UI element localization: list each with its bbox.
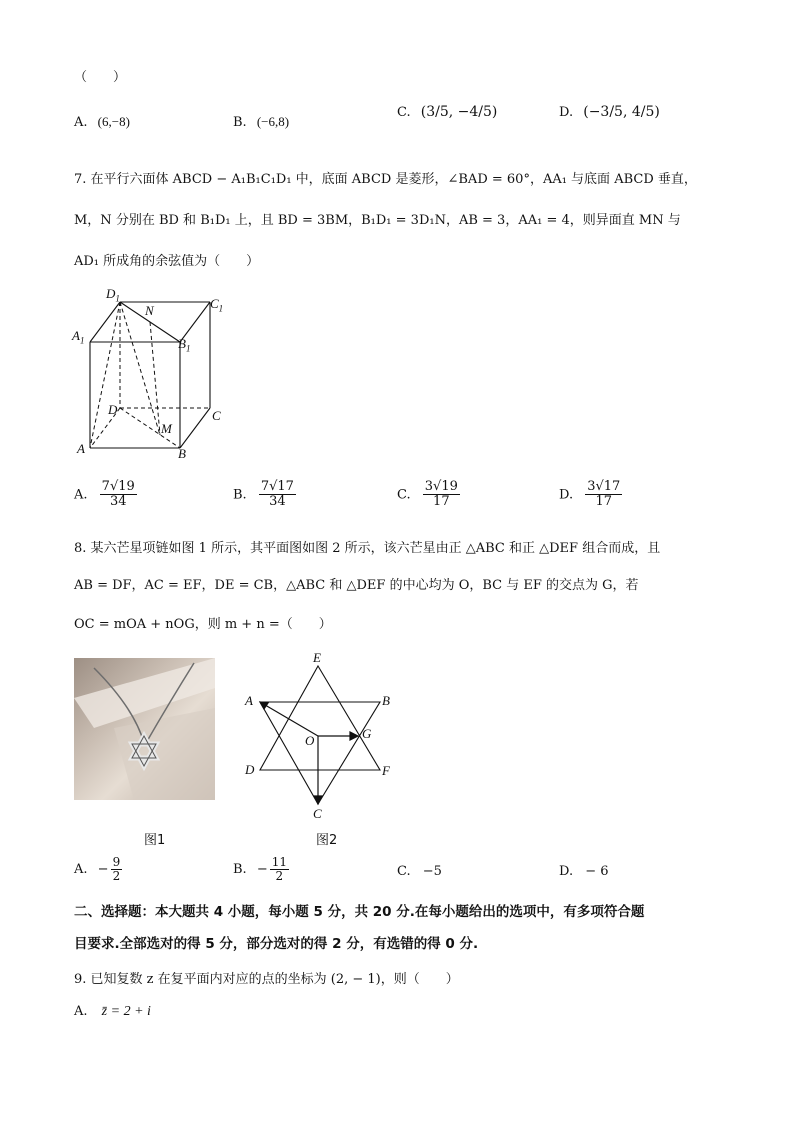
option-sign: − [97,862,109,878]
option-fraction: $\frac{7√17}{34}$ [260,479,294,510]
option-value: (3/5, −4/5) [420,104,498,120]
q6-option-a [74,114,130,130]
label-c: C [313,806,322,821]
label-b1: $B_1$ [178,336,191,354]
option-label: A. [74,862,88,878]
option-value: (6,−8) [97,114,130,129]
label-a: A [77,441,85,456]
label-f: F [382,763,390,778]
q6-option-c [397,104,497,120]
q7-option-a [74,480,139,510]
figure-1-caption: 图1 [144,833,166,848]
option-value: − 6 [585,864,609,879]
option-sign: − [256,862,268,878]
label-g: G [362,726,372,741]
option-label: C. [397,105,411,120]
label-b: B [178,446,186,461]
section-2-heading-line-2: 目要求.全部选对的得 5 分，部分选对的得 2 分，有选错的得 0 分. [74,936,479,952]
label-c: C [212,408,221,423]
section-2-heading-line-1: 二、选择题：本大题共 4 小题，每小题 5 分，共 20 分.在每小题给出的选项中，有多项符合题 [74,904,645,920]
option-label: C. [397,487,411,503]
label-d: D [108,402,118,417]
option-label: A. [74,487,88,503]
option-label: A. [74,115,88,130]
q9-text-line-1: 9. 已知复数 z 在复平面内对应的点的坐标为 (2, − 1)，则（ ） [74,972,459,987]
label-o: O [305,733,315,748]
q6-option-b [233,114,289,130]
option-value: z̄ = 2 + i [101,1004,151,1019]
option-value: (−6,8) [256,114,290,129]
option-label: D. [559,105,574,120]
option-value: (−3/5, 4/5) [583,104,660,120]
option-label: B. [233,115,247,130]
q7-text-line-3: AD₁ 所成角的余弦值为（ ） [74,254,260,269]
label-e: E [313,650,321,665]
q8-option-c [397,864,442,879]
q8-option-a [74,856,124,883]
q7-option-d [559,480,624,510]
q6-option-d [559,104,660,120]
option-label: B. [233,487,247,503]
label-d1: $D_1$ [106,286,120,304]
option-fraction: $\frac{3√19}{17}$ [424,479,458,510]
option-label: D. [559,864,574,879]
q8-text-line-3: OC = mOA + nOG，则 m + n =（ ） [74,617,332,632]
figure-2-caption: 图2 [316,833,338,848]
q7-option-b [233,480,298,510]
label-d: D [245,762,255,777]
option-value: −5 [422,864,442,879]
option-fraction: $\frac{7√19}{34}$ [101,479,135,510]
option-label: B. [233,862,247,878]
necklace-photo-illustration [74,658,215,800]
q7-text-line-2: M，N 分别在 BD 和 B₁D₁ 上，且 BD = 3BM，B₁D₁ = 3D₁N，AB = 3，AA₁ = 4，则异面直 MN 与 [74,213,681,228]
option-label: D. [559,487,574,503]
label-a1: $A_1$ [72,328,85,346]
label-m: M [161,421,172,436]
option-fraction: $\frac{3√17}{17}$ [587,479,621,510]
option-fraction: $\frac{9}{2}$ [112,855,121,884]
q8-option-d [559,864,609,879]
q8-option-b [233,856,291,883]
label-c1: $C_1$ [210,296,224,314]
label-n: N [145,303,154,318]
option-label: C. [397,864,411,879]
necklace-photo [74,658,215,800]
q8-text-line-2: AB = DF，AC = EF，DE = CB，△ABC 和 △DEF 的中心均为 O，BC 与 EF 的交点为 G，若 [74,578,639,593]
q7-option-c [397,480,462,510]
option-label: A. [74,1004,88,1019]
q7-text-line-1: 7. 在平行六面体 ABCD − A₁B₁C₁D₁ 中，底面 ABCD 是菱形，∠BAD = 60°，AA₁ 与底面 ABCD 垂直， [74,172,697,187]
q8-text-line-1: 8. 某六芒星项链如图 1 所示，其平面图如图 2 所示，该六芒星由正 △ABC 和正 △DEF 组合而成，且 [74,541,661,556]
hexagram-figure [240,650,400,820]
label-b: B [382,693,390,708]
option-fraction: $\frac{11}{2}$ [271,855,288,884]
q9-option-a [74,1004,151,1020]
label-a: A [245,693,253,708]
question-6-paren: （ ） [74,70,127,85]
